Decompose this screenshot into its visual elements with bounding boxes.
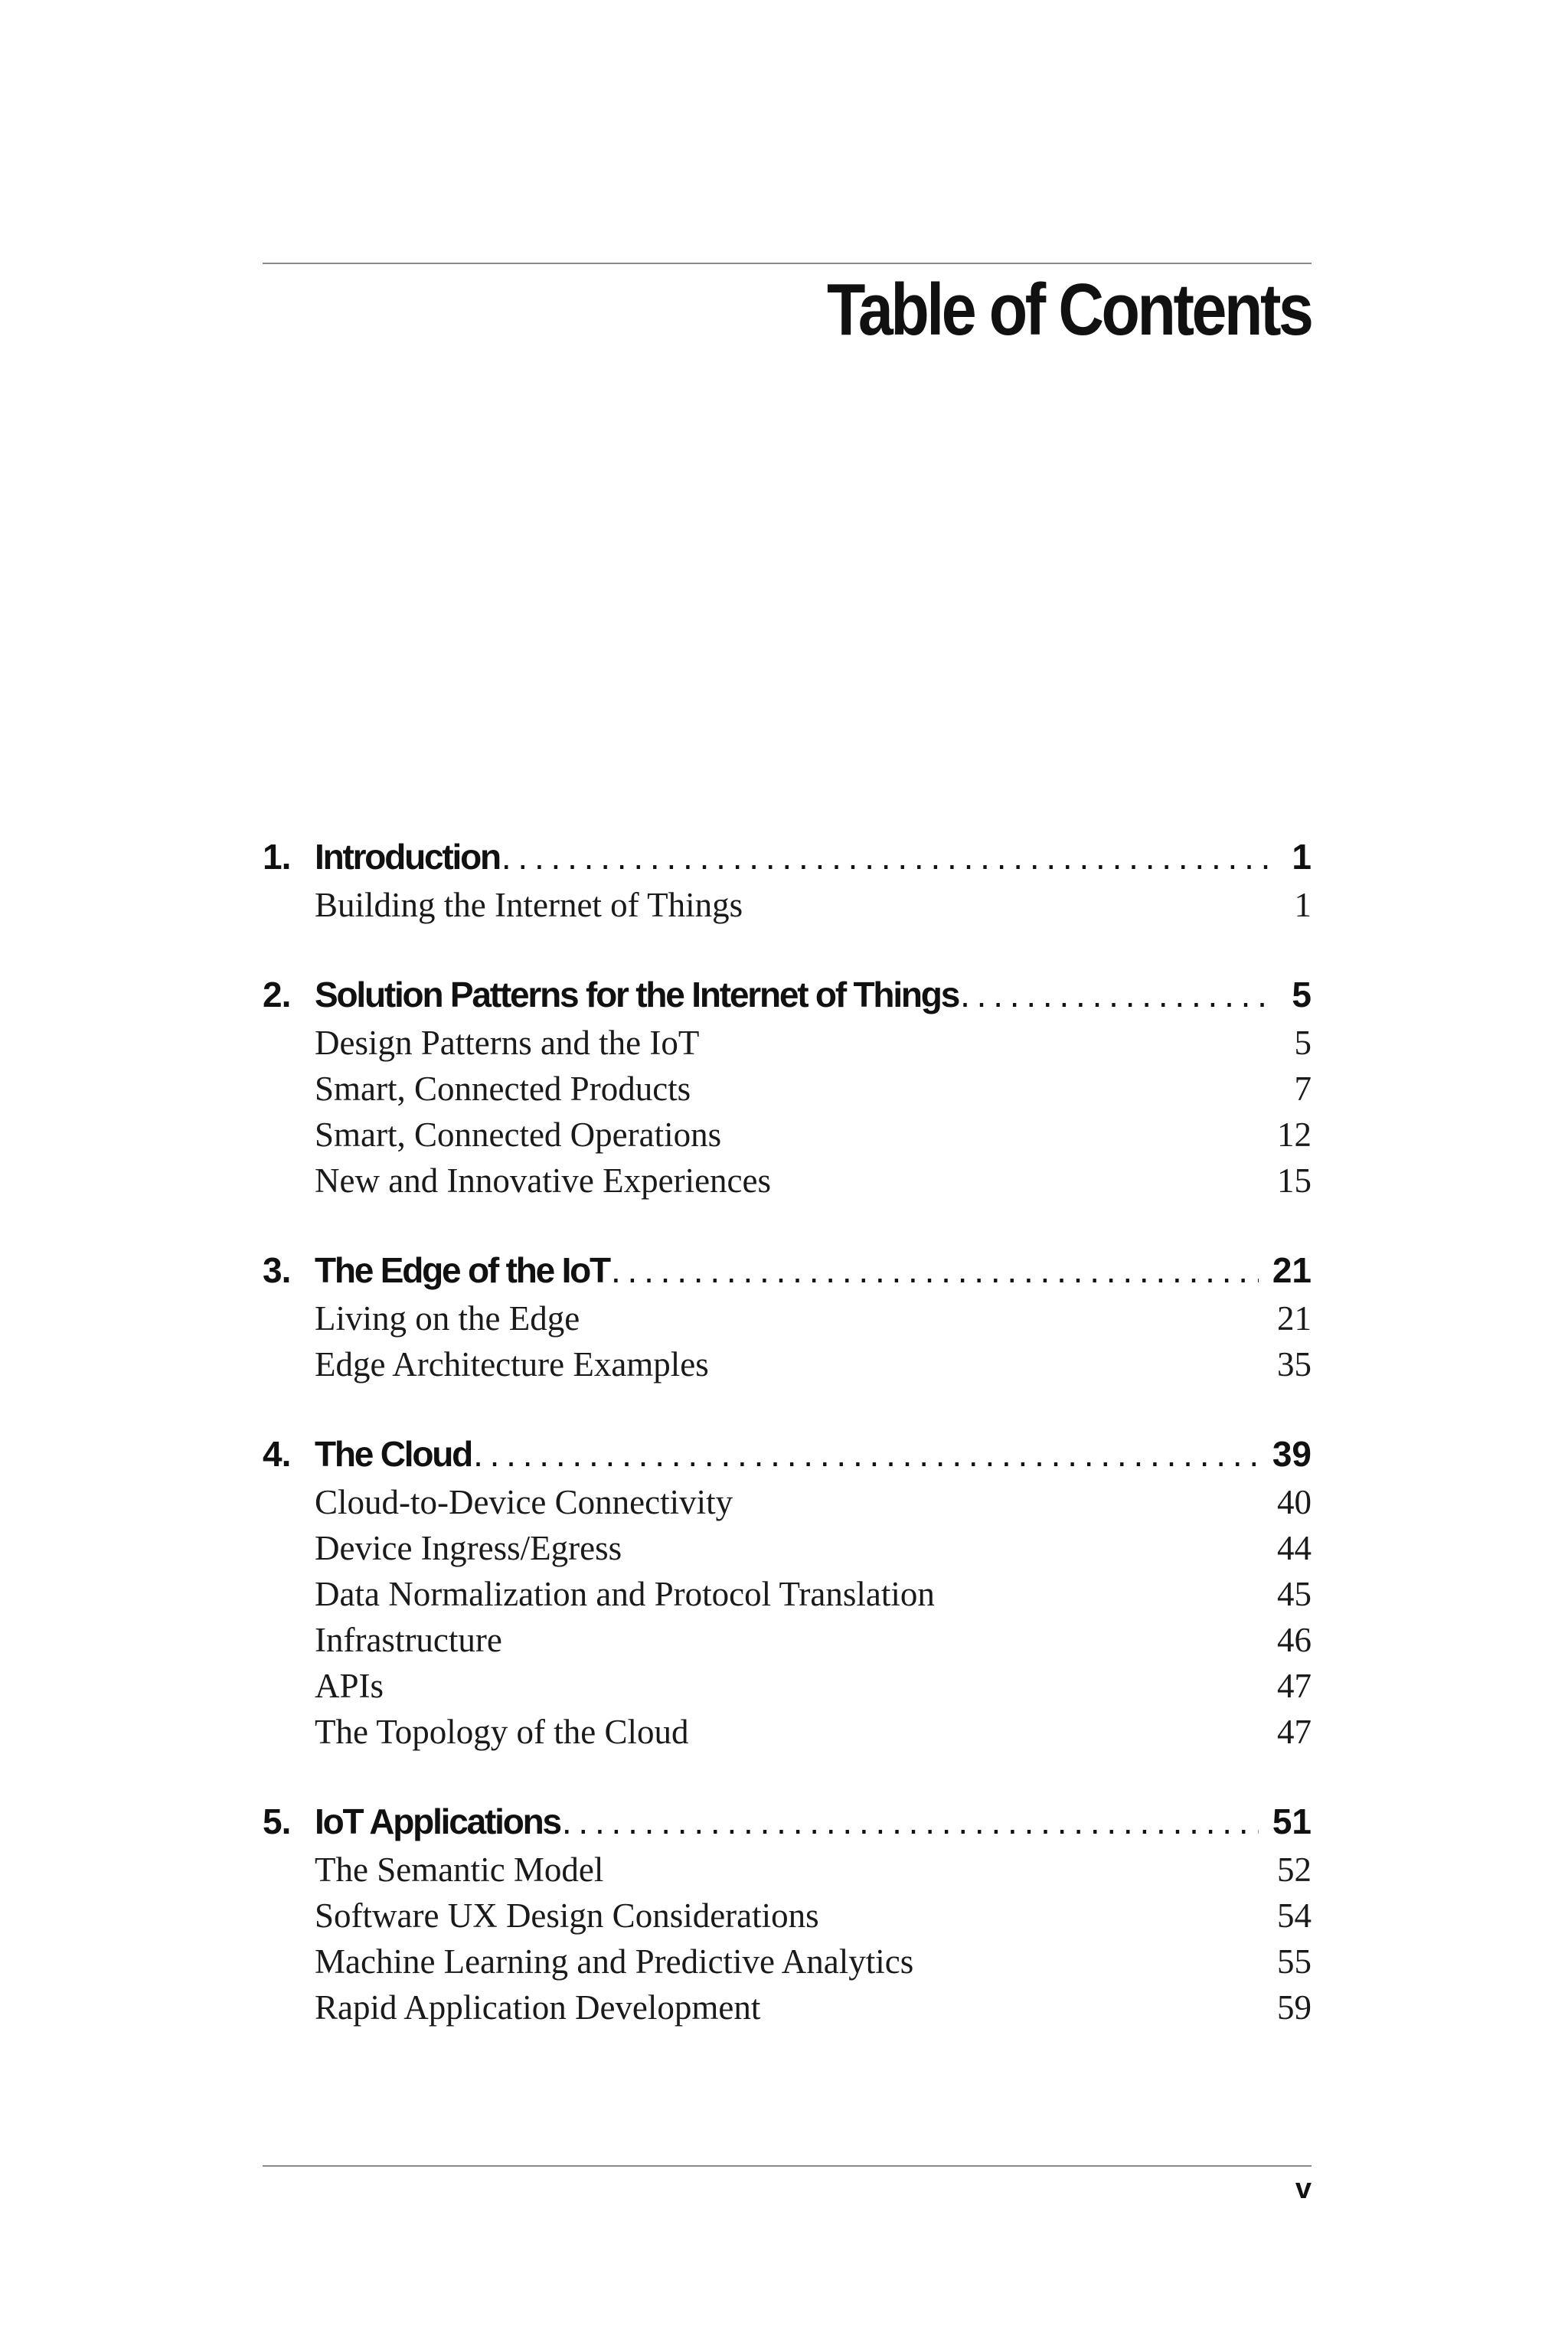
section-page-number: 5 (1294, 1024, 1312, 1062)
toc-chapter (263, 836, 1312, 931)
section-title: Data Normalization and Protocol Translation (315, 1575, 935, 1613)
section-entry[interactable] (263, 1666, 1312, 1712)
section-page-number: 1 (1294, 886, 1312, 924)
toc-chapter (263, 974, 1312, 1207)
section-page-number: 21 (1277, 1299, 1312, 1338)
section-entry[interactable] (263, 1023, 1312, 1069)
section-entry[interactable] (263, 1069, 1312, 1115)
section-entry[interactable] (263, 1712, 1312, 1758)
dot-leader (473, 1433, 1259, 1475)
section-title: Cloud-to-Device Connectivity (315, 1483, 733, 1521)
chapter-page-number: 51 (1272, 1802, 1312, 1841)
section-entry[interactable] (263, 1298, 1312, 1344)
section-title: Device Ingress/Egress (315, 1529, 622, 1567)
chapter-title: IoT Applications (315, 1802, 560, 1841)
section-entry[interactable] (263, 1482, 1312, 1528)
section-page-number: 59 (1277, 1988, 1312, 2027)
section-entry[interactable] (263, 1574, 1312, 1620)
section-entry[interactable] (263, 1161, 1312, 1207)
dot-leader (501, 836, 1275, 877)
section-entry[interactable] (263, 1620, 1312, 1666)
chapter-title: The Cloud (315, 1434, 472, 1474)
section-title: APIs (315, 1667, 384, 1705)
chapter-entry[interactable] (263, 1433, 1312, 1482)
section-page-number: 55 (1277, 1942, 1312, 1981)
chapter-page-number: 21 (1272, 1250, 1312, 1290)
chapter-number: 2. (263, 975, 291, 1014)
chapter-page-number: 1 (1292, 837, 1312, 877)
section-page-number: 7 (1294, 1070, 1312, 1108)
section-page-number: 45 (1277, 1575, 1312, 1613)
section-page-number: 46 (1277, 1621, 1312, 1659)
section-title: Smart, Connected Products (315, 1070, 691, 1108)
bottom-rule (263, 2165, 1312, 2167)
section-title: Building the Internet of Things (315, 886, 743, 924)
section-page-number: 52 (1277, 1851, 1312, 1889)
chapter-number: 3. (263, 1250, 291, 1290)
top-rule (263, 263, 1312, 264)
section-entry[interactable] (263, 1850, 1312, 1896)
section-page-number: 44 (1277, 1529, 1312, 1567)
section-entry[interactable] (263, 1344, 1312, 1390)
section-entry[interactable] (263, 1115, 1312, 1161)
section-title: Smart, Connected Operations (315, 1116, 722, 1154)
page-title: Table of Contents (827, 269, 1312, 351)
chapter-entry[interactable] (263, 836, 1312, 885)
chapter-title: Solution Patterns for the Internet of Things (315, 975, 959, 1014)
section-entry[interactable] (263, 1942, 1312, 1988)
chapter-number: 4. (263, 1434, 291, 1474)
chapter-title: Introduction (315, 837, 500, 877)
dot-leader (611, 1250, 1259, 1291)
toc-chapter (263, 1250, 1312, 1390)
section-title: Living on the Edge (315, 1299, 580, 1338)
section-title: New and Innovative Experiences (315, 1161, 772, 1200)
chapter-number: 1. (263, 837, 291, 877)
chapter-page-number: 39 (1272, 1434, 1312, 1474)
section-entry[interactable] (263, 1528, 1312, 1574)
section-entry[interactable] (263, 885, 1312, 931)
chapter-title: The Edge of the IoT (315, 1250, 609, 1290)
section-title: Design Patterns and the IoT (315, 1024, 700, 1062)
section-entry[interactable] (263, 1988, 1312, 2034)
section-page-number: 15 (1277, 1161, 1312, 1200)
toc-chapter (263, 1433, 1312, 1758)
section-title: Rapid Application Development (315, 1988, 761, 2027)
section-title: Infrastructure (315, 1621, 502, 1659)
dot-leader (960, 974, 1275, 1015)
section-entry[interactable] (263, 1896, 1312, 1942)
chapter-number: 5. (263, 1802, 291, 1841)
chapter-entry[interactable] (263, 1801, 1312, 1850)
dot-leader (562, 1801, 1259, 1842)
chapter-entry[interactable] (263, 1250, 1312, 1298)
section-title: Software UX Design Considerations (315, 1896, 819, 1935)
section-title: Edge Architecture Examples (315, 1345, 709, 1383)
section-page-number: 47 (1277, 1667, 1312, 1705)
section-page-number: 54 (1277, 1896, 1312, 1935)
section-title: The Semantic Model (315, 1851, 604, 1889)
toc-list (263, 836, 1312, 2034)
section-page-number: 40 (1277, 1483, 1312, 1521)
section-page-number: 47 (1277, 1713, 1312, 1751)
section-page-number: 12 (1277, 1116, 1312, 1154)
page-number: v (1295, 2173, 1312, 2205)
section-page-number: 35 (1277, 1345, 1312, 1383)
chapter-page-number: 5 (1292, 975, 1312, 1014)
chapter-entry[interactable] (263, 974, 1312, 1023)
toc-chapter (263, 1801, 1312, 2034)
section-title: Machine Learning and Predictive Analytics (315, 1942, 914, 1981)
section-title: The Topology of the Cloud (315, 1713, 689, 1751)
